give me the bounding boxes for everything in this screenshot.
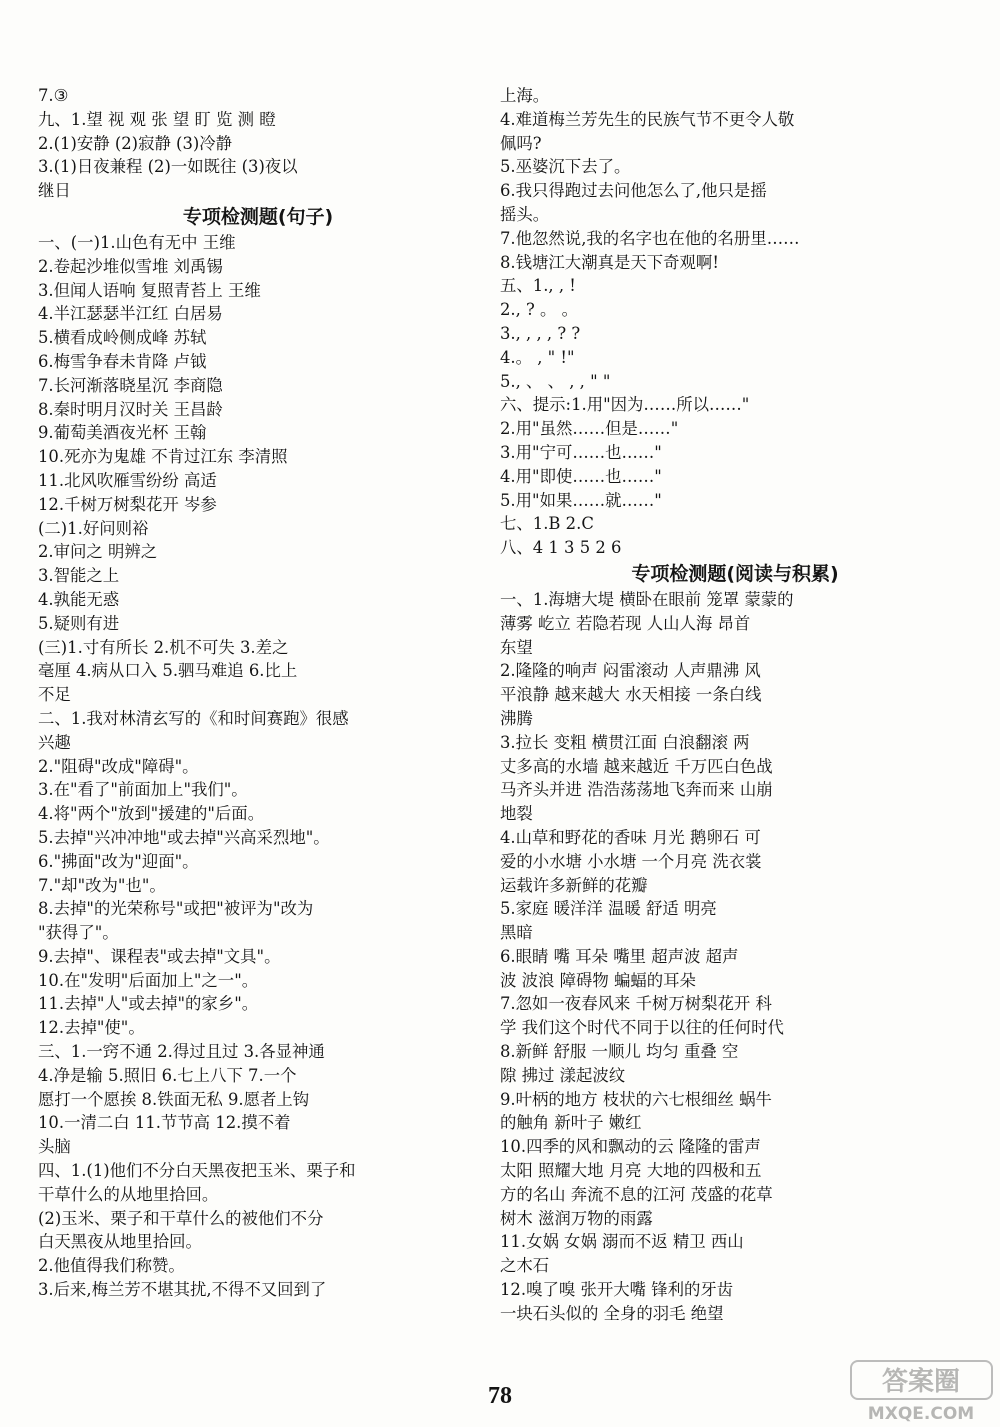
answer-line: 薄雾 屹立 若隐若现 人山人海 昂首 xyxy=(500,613,751,633)
answer-line: 9.去掉"、课程表"或去掉"文具"。 xyxy=(38,946,281,966)
answer-line: 8.秦时明月汉时关 王昌龄 xyxy=(38,399,223,419)
answer-line: 2.卷起沙堆似雪堆 刘禹锡 xyxy=(38,256,223,276)
answer-line: 干草什么的从地里拾回。 xyxy=(38,1184,219,1204)
answer-line: 三、1.一窍不通 2.得过且过 3.各显神通 xyxy=(38,1042,325,1062)
answer-line: 4.将"两个"放到"援建的"后面。 xyxy=(38,804,265,824)
answer-line: 7.他忽然说,我的名字也在他的名册里…… xyxy=(500,228,800,248)
answer-line: 运载许多新鲜的花瓣 xyxy=(500,875,648,895)
answer-line: 4.净是输 5.照旧 6.七上八下 7.一个 xyxy=(38,1065,297,1085)
answer-line: 七、1.B 2.C xyxy=(500,514,594,534)
answer-line: 继日 xyxy=(38,181,71,201)
answer-line: 树木 滋润万物的雨露 xyxy=(500,1208,653,1228)
answer-line: 5.去掉"兴冲冲地"或去掉"兴高采烈地"。 xyxy=(38,827,330,847)
answer-line: (2)玉米、栗子和干草什么的被他们不分 xyxy=(38,1208,324,1228)
answer-line: 7.③ xyxy=(38,86,69,105)
page-number: 78 xyxy=(488,1383,512,1409)
section-heading: 专项检测题(阅读与积累) xyxy=(631,562,839,585)
answer-line: 6.梅雪争春未肯降 卢钺 xyxy=(38,351,207,371)
answer-line: 爱的小水塘 小水塘 一个月亮 洗衣裳 xyxy=(500,851,762,871)
answer-line: (二)1.好问则裕 xyxy=(38,518,149,538)
answer-line: 摇头。 xyxy=(500,204,550,224)
answer-line: 5.横看成岭侧成峰 苏轼 xyxy=(38,328,207,348)
answer-line: 9.叶柄的地方 枝状的六七根细丝 蜗牛 xyxy=(500,1089,772,1109)
answer-line: 10.死亦为鬼雄 不肯过江东 李清照 xyxy=(38,447,288,467)
answer-line: 3.在"看了"前面加上"我们"。 xyxy=(38,780,248,800)
answer-line: 4.半江瑟瑟半江红 白居易 xyxy=(38,304,223,324)
answer-line: 一块石头似的 全身的羽毛 绝望 xyxy=(500,1303,724,1323)
answer-line: 3.智能之上 xyxy=(38,566,120,586)
left-answer-column xyxy=(38,84,478,1302)
answer-line: 地裂 xyxy=(500,804,533,824)
answer-line: 学 我们这个时代不同于以往的任何时代 xyxy=(500,1018,784,1038)
answer-line: 马齐头并进 浩浩荡荡地飞奔而来 山崩 xyxy=(500,780,773,800)
answer-line: 方的名山 奔流不息的江河 茂盛的花草 xyxy=(500,1184,773,1204)
answer-line: "获得了"。 xyxy=(38,923,119,943)
answer-line: 12.嗅了嗅 张开大嘴 锋利的牙齿 xyxy=(500,1280,734,1300)
answer-line: 隙 拂过 漾起波纹 xyxy=(500,1065,626,1085)
answer-line: 6.眼睛 嘴 耳朵 嘴里 超声波 超声 xyxy=(500,946,739,966)
answer-line: 11.去掉"人"或去掉"的家乡"。 xyxy=(38,994,259,1014)
answer-line: 5., 、 、 , , " " xyxy=(500,371,611,391)
answer-line: 7."却"改为"也"。 xyxy=(38,875,166,895)
answer-line: 不足 xyxy=(38,685,71,705)
answer-line: 2.他值得我们称赞。 xyxy=(38,1256,185,1276)
answer-line: 10.四季的风和飘动的云 隆隆的雷声 xyxy=(500,1137,761,1157)
answer-line: 4.难道梅兰芳先生的民族气节不更令人敬 xyxy=(500,109,795,129)
answer-line: 波 波浪 障碍物 蝙蝠的耳朵 xyxy=(500,970,696,990)
answer-line: 四、1.(1)他们不分白天黑夜把玉米、栗子和 xyxy=(38,1161,356,1181)
answer-line: 愿打一个愿挨 8.铁面无私 9.愿者上钩 xyxy=(38,1089,310,1109)
answer-line: 6."拂面"改为"迎面"。 xyxy=(38,851,199,871)
answer-line: 一、1.海塘大堤 横卧在眼前 笼罩 蒙蒙的 xyxy=(500,589,794,609)
answer-line: 九、1.望 视 观 张 望 盯 览 测 瞪 xyxy=(38,109,276,129)
answer-line: 12.千树万树梨花开 岑参 xyxy=(38,494,217,514)
answer-line: 2.隆隆的响声 闷雷滚动 人声鼎沸 风 xyxy=(500,661,761,681)
answer-line: 3., , , , ? ? xyxy=(500,323,581,343)
answer-line: 11.北风吹雁雪纷纷 高适 xyxy=(38,470,217,490)
answer-line: 的触角 新叶子 嫩红 xyxy=(500,1113,642,1133)
answer-line: 5.家庭 暖洋洋 温暖 舒适 明亮 xyxy=(500,899,717,919)
answer-line: 2.审问之 明辨之 xyxy=(38,542,158,562)
answer-line: 6.我只得跑过去问他怎么了,他只是摇 xyxy=(500,181,767,201)
answer-line: 4.山草和野花的香味 月光 鹅卵石 可 xyxy=(500,827,761,847)
answer-line: 毫厘 4.病从口入 5.驷马难追 6.比上 xyxy=(38,661,298,681)
answer-line: 12.去掉"使"。 xyxy=(38,1018,145,1038)
answer-line: 4.。 , " !" xyxy=(500,347,575,367)
section-heading: 专项检测题(句子) xyxy=(182,205,334,228)
answer-line: 7.长河渐落晓星沉 李商隐 xyxy=(38,375,223,395)
answer-line: 之木石 xyxy=(500,1256,550,1276)
answer-line: 3.后来,梅兰芳不堪其扰,不得不又回到了 xyxy=(38,1280,327,1300)
answer-line: 太阳 照耀大地 月亮 大地的四极和五 xyxy=(500,1161,762,1181)
answer-line: 八、4 1 3 5 2 6 xyxy=(500,538,622,558)
watermark-bottom: MXQE.COM xyxy=(867,1404,975,1423)
answer-line: 3.(1)日夜兼程 (2)一如既往 (3)夜以 xyxy=(38,157,298,177)
answer-line: 7.忽如一夜春风来 千树万树梨花开 科 xyxy=(500,994,772,1014)
answer-line: 5.疑则有进 xyxy=(38,613,120,633)
answer-line: 2.用"虽然……但是……" xyxy=(500,419,679,439)
answer-line: 8.新鲜 舒服 一顺儿 均匀 重叠 空 xyxy=(500,1042,739,1062)
answer-line: 3.但闻人语响 复照青苔上 王维 xyxy=(38,280,261,300)
answer-line: 东望 xyxy=(500,637,533,657)
answer-line: 二、1.我对林清玄写的《和时间赛跑》很感 xyxy=(38,708,349,728)
answer-line: 3.用"宁可……也……" xyxy=(500,442,662,462)
answer-line: 白天黑夜从地里拾回。 xyxy=(38,1232,202,1252)
answer-line: 丈多高的水墙 越来越近 千万匹白色战 xyxy=(500,756,773,776)
answer-line: 9.葡萄美酒夜光杯 王翰 xyxy=(38,423,207,443)
answer-line: 上海。 xyxy=(500,86,550,105)
answer-line: 佩吗? xyxy=(500,133,542,153)
watermark-top: 答案圈 xyxy=(881,1367,961,1397)
answer-line: 黑暗 xyxy=(500,923,533,943)
answer-line: 11.女娲 女娲 溺而不返 精卫 西山 xyxy=(500,1232,744,1252)
answer-line: 头脑 xyxy=(38,1137,71,1157)
answer-line: 5.巫婆沉下去了。 xyxy=(500,157,631,177)
answer-line: 兴趣 xyxy=(38,732,71,752)
answer-line: 六、提示:1.用"因为……所以……" xyxy=(500,395,750,415)
answer-line: 一、(一)1.山色有无中 王维 xyxy=(38,232,236,252)
answer-line: 4.用"即使……也……" xyxy=(500,466,662,486)
right-answer-column xyxy=(500,84,970,1326)
answer-line: 4.孰能无惑 xyxy=(38,589,120,609)
answer-line: 10.在"发明"后面加上"之一"。 xyxy=(38,970,259,990)
answer-line: 10.一清二白 11.节节高 12.摸不着 xyxy=(38,1113,291,1133)
answer-line: 8.去掉"的光荣称号"或把"被评为"改为 xyxy=(38,899,314,919)
answer-line: 平浪静 越来越大 水天相接 一条白线 xyxy=(500,685,762,705)
answer-line: 5.用"如果……就……" xyxy=(500,490,662,510)
watermark-logo xyxy=(849,1359,994,1423)
answer-line: 2., ? 。 。 xyxy=(500,300,579,320)
answer-line: 沸腾 xyxy=(500,708,533,728)
answer-line: 2.(1)安静 (2)寂静 (3)冷静 xyxy=(38,133,233,153)
answer-line: 8.钱塘江大潮真是天下奇观啊! xyxy=(500,252,719,272)
answer-line: (三)1.寸有所长 2.机不可失 3.差之 xyxy=(38,637,289,657)
answer-line: 3.拉长 变粗 横贯江面 白浪翻滚 两 xyxy=(500,732,750,752)
answer-line: 五、1., , ! xyxy=(500,276,576,296)
answer-line: 2."阻碍"改成"障碍"。 xyxy=(38,756,199,776)
